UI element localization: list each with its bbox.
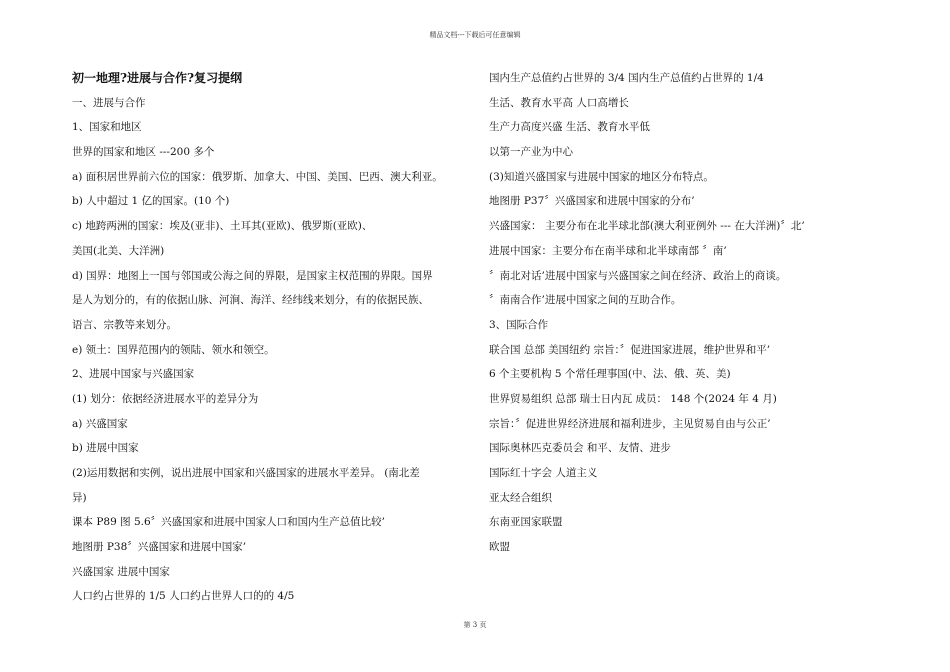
text-line: 兴盛国家： 主要分布在北半球北部(澳大利亚例外 --- 在大洋洲)〞北’ (489, 220, 805, 233)
text-line: (2)运用数据和实例，说出进展中国家和兴盛国家的进展水平差异。 (南北差 (72, 467, 420, 479)
text-line: 语言、宗教等来划分。 (72, 318, 177, 331)
text-line: 2、进展中国家与兴盛国家 (72, 368, 195, 381)
text-line: 世界的国家和地区 ---200 多个 (72, 146, 215, 159)
page-number: 第 3 页 (463, 621, 487, 629)
left-column (72, 66, 472, 609)
text-line: 6 个主要机构 5 个常任理事国(中、法、俄、英、美) (489, 368, 731, 381)
text-line: 〞南北对话’进展中国家与兴盛国家之间在经济、政治上的商谈。 (489, 269, 787, 282)
text-line: 生产力高度兴盛 生活、教育水平低 (489, 121, 650, 134)
text-line: b) 人中超过 1 亿的国家。(10 个) (72, 195, 230, 208)
text-line: 地图册 P38〞兴盛国家和进展中国家’ (72, 541, 247, 554)
text-line: 国际红十字会 人道主义 (489, 467, 598, 479)
text-line: (1) 划分：依据经济进展水平的差异分为 (72, 392, 259, 405)
text-line: a) 兴盛国家 (72, 417, 128, 430)
text-line: b) 进展中国家 (72, 442, 139, 455)
text-line: 进展中国家：主要分布在南半球和北半球南部 〞南’ (489, 244, 727, 257)
text-line: 〞南南合作’进展中国家之间的互助合作。 (489, 294, 682, 307)
text-line: c) 地跨两洲的国家：埃及(亚非)、土耳其(亚欧)、俄罗斯(亚欧)、 (72, 220, 373, 233)
text-line: 兴盛国家 进展中国家 (72, 565, 170, 578)
text-line: 课本 P89 图 5.6〞兴盛国家和进展中国家人口和国内生产总值比较’ (72, 516, 385, 529)
text-line: e) 领土：国界范围内的领陆、领水和领空。 (72, 343, 275, 356)
text-line: 是人为划分的，有的依据山脉、河涧、海洋、经纬线来划分，有的依据民族、 (72, 294, 429, 307)
text-line: 地图册 P37〞兴盛国家和进展中国家的分布’ (489, 195, 695, 208)
right-column (489, 66, 889, 560)
text-line: 人口约占世界的 1/5 人口约占世界人口的的 4/5 (72, 590, 295, 603)
page-header: 精品文档---下载后可任意编辑 (429, 31, 521, 39)
text-line: 生活、教育水平高 人口高增长 (489, 96, 629, 109)
text-line: 一、进展与合作 (72, 96, 146, 109)
document-title: 初一地理?进展与合作?复习提纲 (72, 71, 243, 85)
text-line: 欧盟 (489, 541, 510, 554)
text-line: 3、国际合作 (489, 318, 549, 331)
text-line: 联合国 总部 美国纽约 宗旨：〞促进国家进展，维护世界和平’ (489, 343, 771, 356)
text-line: 亚太经合组织 (489, 491, 552, 504)
text-line: 世界贸易组织 总部 瑞士日内瓦 成员： 148 个(2024 年 4 月) (489, 392, 777, 405)
text-line: a) 面积居世界前六位的国家：俄罗斯、加拿大、中国、美国、巴西、澳大利亚。 (72, 170, 443, 183)
text-line: 1、国家和地区 (72, 121, 142, 134)
text-line: 国际奥林匹克委员会 和平、友情、进步 (489, 442, 671, 455)
text-line: 美国(北美、大洋洲) (72, 244, 165, 257)
text-line: d) 国界：地图上一国与邻国或公海之间的界限，是国家主权范围的界限。国界 (72, 269, 433, 282)
text-line: 异) (72, 491, 87, 504)
text-line: 以第一产业为中心 (489, 146, 573, 159)
text-line: 东南亚国家联盟 (489, 516, 563, 529)
text-line: (3)知道兴盛国家与进展中国家的地区分布特点。 (489, 170, 714, 183)
text-line: 国内生产总值约占世界的 3/4 国内生产总值约占世界的 1/4 (489, 72, 764, 84)
text-line: 宗旨：〞促进世界经济进展和福利进步，主见贸易自由与公正’ (489, 417, 771, 430)
